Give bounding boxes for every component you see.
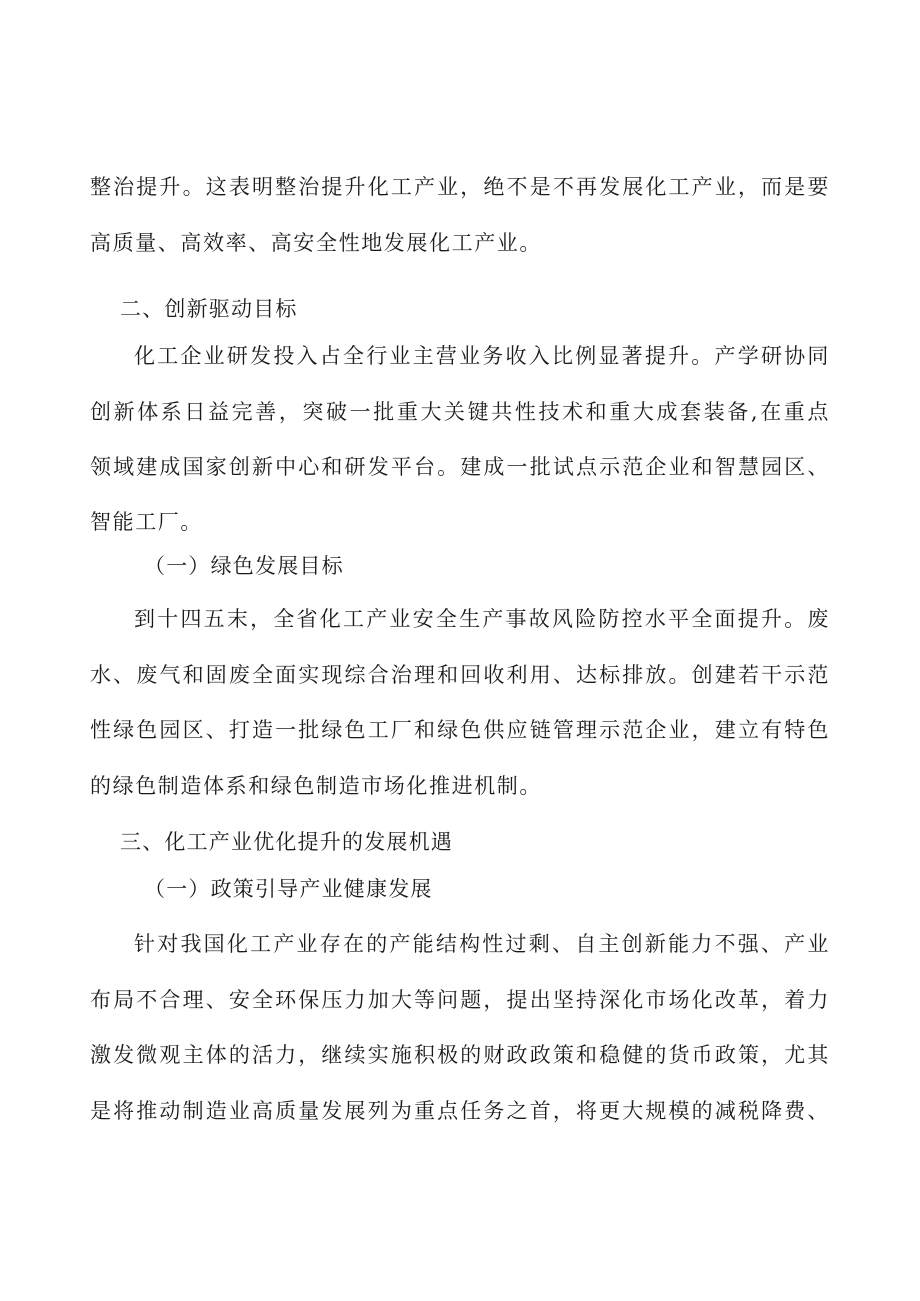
paragraph-line: 激发微观主体的活力，继续实施积极的财政政策和稳健的货币政策，尤其	[90, 1043, 830, 1067]
paragraph-line: 高质量、高效率、高安全性地发展化工产业。	[90, 231, 542, 255]
paragraph-line: 领域建成国家创新中心和研发平台。建成一批试点示范企业和智慧园区、	[90, 455, 830, 479]
paragraph-line: 水、废气和固废全面实现综合治理和回收利用、达标排放。创建若干示范	[90, 663, 830, 687]
paragraph-line: 化工企业研发投入占全行业主营业务收入比例显著提升。产学研协同	[134, 344, 830, 368]
section-heading: 三、化工产业优化提升的发展机遇	[120, 830, 453, 854]
paragraph-line: 到十四五末，全省化工产业安全生产事故风险防控水平全面提升。废	[134, 607, 830, 631]
paragraph-line: 针对我国化工产业存在的产能结构性过剩、自主创新能力不强、产业	[134, 932, 830, 956]
paragraph-line: 性绿色园区、打造一批绿色工厂和绿色供应链管理示范企业，建立有特色	[90, 718, 830, 742]
paragraph-line: 是将推动制造业高质量发展列为重点任务之首，将更大规模的减税降费、	[90, 1099, 830, 1123]
subsection-heading: （一）绿色发展目标	[144, 554, 344, 578]
section-heading: 二、创新驱动目标	[120, 297, 298, 321]
subsection-heading: （一）政策引导产业健康发展	[144, 877, 433, 901]
paragraph-line: 整治提升。这表明整治提升化工产业，绝不是不再发展化工产业，而是要	[90, 175, 830, 199]
paragraph-line: 创新体系日益完善，突破一批重大关键共性技术和重大成套装备,在重点	[90, 400, 830, 424]
paragraph-line: 智能工厂。	[90, 510, 203, 534]
paragraph-line: 布局不合理、安全环保压力加大等问题，提出坚持深化市场化改革，着力	[90, 988, 830, 1012]
paragraph-line: 的绿色制造体系和绿色制造市场化推进机制。	[90, 774, 542, 798]
